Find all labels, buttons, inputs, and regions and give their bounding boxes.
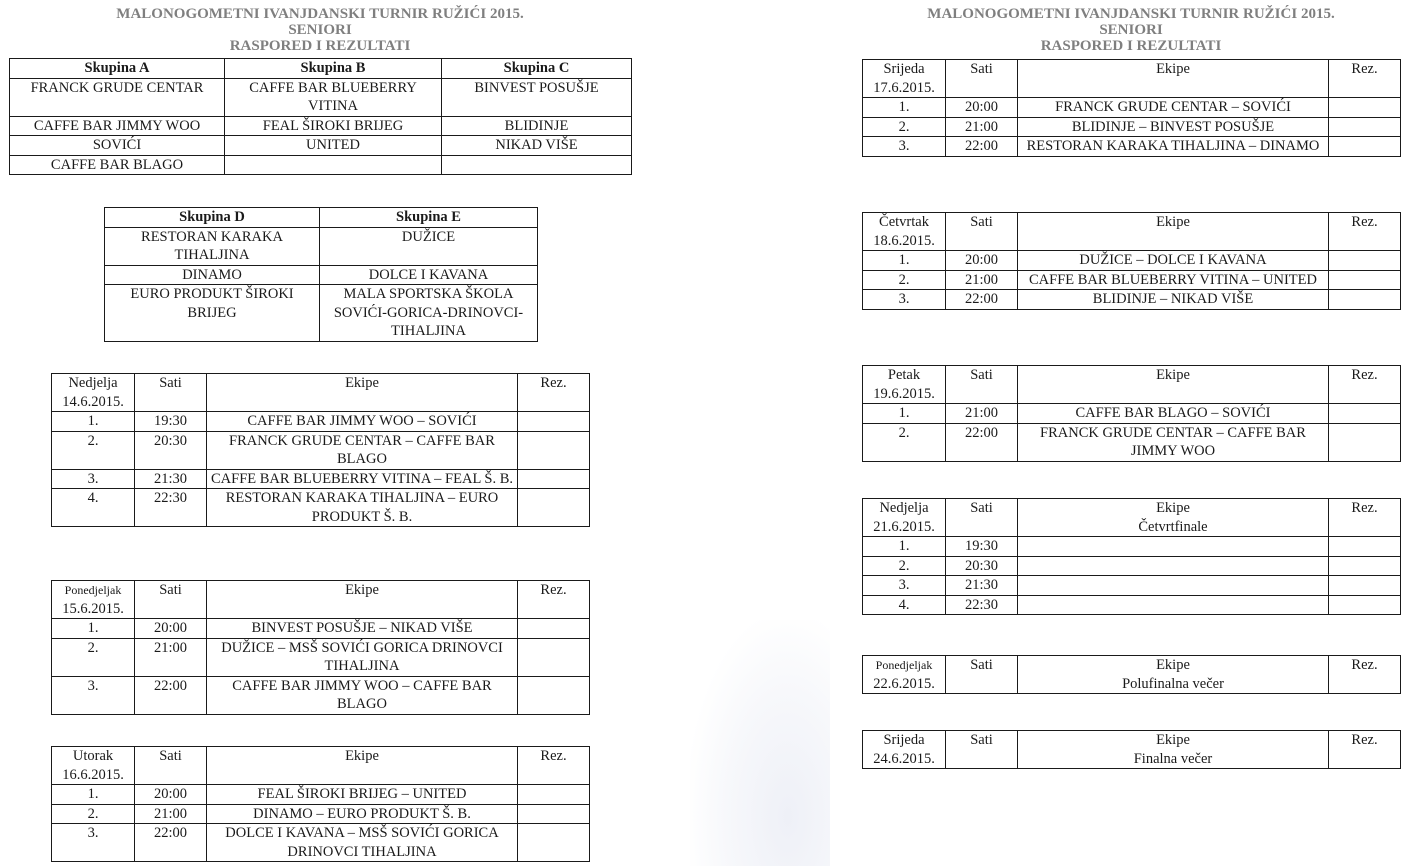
ekipe-header: Ekipe — [1156, 61, 1190, 77]
rez-header: Rez. — [1329, 213, 1401, 251]
match-row — [863, 595, 1401, 615]
match-teams: DUŽICE – DOLCE I KAVANA — [1018, 251, 1329, 271]
match-time: 22:00 — [946, 423, 1018, 461]
match-teams — [1018, 537, 1329, 557]
team-cell — [442, 155, 632, 175]
schedule-title: RASPORED I REZULTATI — [1040, 38, 1222, 54]
ekipe-header-cell — [207, 581, 518, 619]
match-result — [518, 412, 590, 432]
match-result — [518, 431, 590, 469]
match-number: 2. — [863, 423, 946, 461]
match-result — [1329, 556, 1401, 576]
match-date: 17.6.2015. — [873, 79, 935, 96]
table-row — [10, 116, 632, 136]
team-cell: FRANCK GRUDE CENTAR — [10, 78, 225, 116]
match-time: 21:30 — [135, 469, 207, 489]
sati-header: Sati — [135, 747, 207, 785]
tournament-title: MALONOGOMETNI IVANJDANSKI TURNIR RUŽIĆI 2015. — [116, 6, 524, 22]
match-row — [52, 469, 590, 489]
match-date: 15.6.2015. — [62, 600, 124, 617]
scan-shadow — [690, 620, 830, 866]
team-cell: BLIDINJE — [442, 116, 632, 136]
match-result — [1329, 290, 1401, 310]
match-date: 18.6.2015. — [873, 232, 935, 249]
match-time: 22:00 — [135, 824, 207, 862]
day-name: Ponedjeljak — [64, 583, 122, 597]
ekipe-header: Ekipe — [345, 582, 379, 598]
ekipe-header-cell — [1018, 213, 1329, 251]
match-number: 3. — [52, 469, 135, 489]
day-name: Ponedjeljak — [875, 658, 933, 672]
match-number: 2. — [52, 638, 135, 676]
match-teams: RESTORAN KARAKA TIHALJINA – DINAMO — [1018, 137, 1329, 157]
match-teams: CAFFE BAR BLUEBERRY VITINA – FEAL Š. B. — [207, 469, 518, 489]
match-teams: BLIDINJE – BINVEST POSUŠJE — [1018, 117, 1329, 137]
match-result — [518, 489, 590, 527]
match-teams — [1018, 595, 1329, 615]
sati-header: Sati — [946, 60, 1018, 98]
match-result — [518, 619, 590, 639]
match-time: 22:00 — [946, 137, 1018, 157]
day-name: Nedjelja — [879, 500, 929, 516]
team-cell: FEAL ŠIROKI BRIJEG — [225, 116, 442, 136]
match-row — [863, 556, 1401, 576]
match-result — [1329, 423, 1401, 461]
table-row — [105, 285, 538, 342]
sati-header: Sati — [135, 581, 207, 619]
rez-header: Rez. — [1329, 656, 1401, 694]
match-date: 22.6.2015. — [873, 675, 935, 692]
groups-de-table — [104, 207, 538, 342]
team-cell: CAFFE BAR BLAGO — [10, 155, 225, 175]
match-row — [863, 117, 1401, 137]
ekipe-header: Ekipe — [345, 375, 379, 391]
match-time: 21:00 — [135, 638, 207, 676]
schedule-header-row — [863, 60, 1401, 98]
rez-header: Rez. — [518, 747, 590, 785]
ekipe-header-cell — [1018, 499, 1329, 537]
team-cell: UNITED — [225, 136, 442, 156]
rez-header: Rez. — [518, 374, 590, 412]
match-result — [518, 785, 590, 805]
match-result — [1329, 595, 1401, 615]
group-b-header: Skupina B — [225, 59, 442, 79]
header-right — [862, 6, 1400, 54]
match-number: 3. — [52, 824, 135, 862]
match-teams — [1018, 556, 1329, 576]
day-date-cell — [863, 366, 946, 404]
match-time: 20:00 — [135, 619, 207, 639]
ekipe-header: Ekipe — [1156, 214, 1190, 230]
match-time: 20:00 — [946, 98, 1018, 118]
match-number: 1. — [52, 785, 135, 805]
sati-header: Sati — [946, 213, 1018, 251]
header-left — [10, 6, 630, 54]
day-date-cell — [863, 731, 946, 769]
match-number: 2. — [52, 431, 135, 469]
match-time: 22:00 — [946, 290, 1018, 310]
schedule-header-row — [863, 656, 1401, 694]
team-cell: NIKAD VIŠE — [442, 136, 632, 156]
schedule-table-cetvrtak18 — [862, 212, 1401, 310]
match-time: 22:30 — [135, 489, 207, 527]
day-name: Četvrtak — [879, 214, 929, 230]
ekipe-header-cell — [207, 374, 518, 412]
match-time: 20:00 — [946, 251, 1018, 271]
day-date-cell — [863, 499, 946, 537]
schedule-table-ponedjeljak15 — [51, 580, 590, 715]
match-teams: FRANCK GRUDE CENTAR – SOVIĆI — [1018, 98, 1329, 118]
day-date-cell — [52, 374, 135, 412]
tournament-title: MALONOGOMETNI IVANJDANSKI TURNIR RUŽIĆI 2015. — [927, 6, 1335, 22]
match-teams: BLIDINJE – NIKAD VIŠE — [1018, 290, 1329, 310]
match-row — [863, 404, 1401, 424]
schedule-title: RASPORED I REZULTATI — [229, 38, 411, 54]
ekipe-header: Ekipe — [1156, 732, 1190, 748]
match-time: 19:30 — [135, 412, 207, 432]
team-cell: MALA SPORTSKA ŠKOLA SOVIĆI-GORICA-DRINOVCI-TIHALJINA — [320, 285, 538, 342]
team-cell: CAFFE BAR BLUEBERRY VITINA — [225, 78, 442, 116]
match-row — [863, 537, 1401, 557]
groups-header-row — [105, 208, 538, 228]
match-result — [1329, 404, 1401, 424]
match-time: 21:00 — [946, 404, 1018, 424]
match-number: 1. — [52, 619, 135, 639]
group-e-header: Skupina E — [320, 208, 538, 228]
day-date-cell — [52, 747, 135, 785]
sati-header: Sati — [946, 499, 1018, 537]
match-row — [52, 412, 590, 432]
match-teams: CAFFE BAR JIMMY WOO – CAFFE BAR BLAGO — [207, 676, 518, 714]
match-time: 20:30 — [946, 556, 1018, 576]
team-cell: DOLCE I KAVANA — [320, 265, 538, 285]
ekipe-header-cell — [1018, 60, 1329, 98]
match-result — [518, 804, 590, 824]
match-row — [52, 431, 590, 469]
match-number: 2. — [863, 556, 946, 576]
schedule-header-row — [863, 499, 1401, 537]
match-time: 21:00 — [946, 270, 1018, 290]
match-row — [52, 676, 590, 714]
team-cell: CAFFE BAR JIMMY WOO — [10, 116, 225, 136]
table-row — [105, 227, 538, 265]
match-time: 21:00 — [135, 804, 207, 824]
match-time: 22:00 — [135, 676, 207, 714]
sati-header: Sati — [946, 731, 1018, 769]
match-row — [863, 270, 1401, 290]
schedule-header-row — [52, 581, 590, 619]
day-name: Utorak — [72, 748, 114, 764]
match-number: 1. — [52, 412, 135, 432]
schedule-header-row — [52, 374, 590, 412]
round-subtitle: Polufinalna večer — [1122, 675, 1224, 692]
sati-header: Sati — [946, 656, 1018, 694]
ekipe-header: Ekipe — [1156, 657, 1190, 673]
ekipe-header-cell — [207, 747, 518, 785]
match-number: 3. — [52, 676, 135, 714]
match-row — [863, 251, 1401, 271]
match-time: 20:00 — [135, 785, 207, 805]
match-result — [1329, 137, 1401, 157]
match-teams: CAFFE BAR BLAGO – SOVIĆI — [1018, 404, 1329, 424]
match-number: 3. — [863, 576, 946, 596]
rez-header: Rez. — [1329, 60, 1401, 98]
match-date: 24.6.2015. — [873, 750, 935, 767]
match-result — [1329, 537, 1401, 557]
match-date: 14.6.2015. — [62, 393, 124, 410]
match-number: 2. — [863, 270, 946, 290]
team-cell: EURO PRODUKT ŠIROKI BRIJEG — [105, 285, 320, 342]
match-result — [1329, 251, 1401, 271]
match-teams: DUŽICE – MSŠ SOVIĆI GORICA DRINOVCI TIHALJINA — [207, 638, 518, 676]
rez-header: Rez. — [1329, 366, 1401, 404]
schedule-table-nedjelja14 — [51, 373, 590, 527]
round-subtitle: Finalna večer — [1133, 750, 1213, 767]
match-number: 1. — [863, 537, 946, 557]
team-cell: SOVIĆI — [10, 136, 225, 156]
match-number: 3. — [863, 290, 946, 310]
match-teams: FRANCK GRUDE CENTAR – CAFFE BAR JIMMY WOO — [1018, 423, 1329, 461]
match-row — [863, 423, 1401, 461]
match-result — [1329, 117, 1401, 137]
match-teams: CAFFE BAR BLUEBERRY VITINA – UNITED — [1018, 270, 1329, 290]
schedule-table-srijeda24 — [862, 730, 1401, 769]
ekipe-header: Ekipe — [345, 748, 379, 764]
match-date: 16.6.2015. — [62, 766, 124, 783]
match-time: 20:30 — [135, 431, 207, 469]
match-number: 1. — [863, 251, 946, 271]
match-result — [1329, 98, 1401, 118]
match-row — [52, 824, 590, 862]
ekipe-header-cell — [1018, 366, 1329, 404]
category-title: SENIORI — [288, 22, 352, 38]
match-row — [52, 489, 590, 527]
match-row — [863, 98, 1401, 118]
match-result — [1329, 576, 1401, 596]
table-row — [10, 136, 632, 156]
sati-header: Sati — [135, 374, 207, 412]
rez-header: Rez. — [518, 581, 590, 619]
match-number: 2. — [863, 117, 946, 137]
match-teams: RESTORAN KARAKA TIHALJINA – EURO PRODUKT Š. B. — [207, 489, 518, 527]
match-teams: CAFFE BAR JIMMY WOO – SOVIĆI — [207, 412, 518, 432]
match-teams: DINAMO – EURO PRODUKT Š. B. — [207, 804, 518, 824]
ekipe-header-cell — [1018, 731, 1329, 769]
table-row — [105, 265, 538, 285]
team-cell — [225, 155, 442, 175]
category-title: SENIORI — [1099, 22, 1163, 38]
day-date-cell — [863, 656, 946, 694]
match-row — [52, 785, 590, 805]
team-cell: RESTORAN KARAKA TIHALJINA — [105, 227, 320, 265]
match-result — [518, 676, 590, 714]
match-number: 2. — [52, 804, 135, 824]
match-teams: FRANCK GRUDE CENTAR – CAFFE BAR BLAGO — [207, 431, 518, 469]
table-row — [10, 78, 632, 116]
group-d-header: Skupina D — [105, 208, 320, 228]
day-name: Srijeda — [883, 732, 925, 748]
rez-header: Rez. — [1329, 731, 1401, 769]
match-number: 1. — [863, 404, 946, 424]
schedule-header-row — [863, 366, 1401, 404]
schedule-table-petak19 — [862, 365, 1401, 462]
ekipe-header: Ekipe — [1156, 367, 1190, 383]
sati-header: Sati — [946, 366, 1018, 404]
groups-header-row — [10, 59, 632, 79]
match-number: 4. — [52, 489, 135, 527]
day-date-cell — [52, 581, 135, 619]
match-date: 21.6.2015. — [873, 518, 935, 535]
schedule-table-utorak16 — [51, 746, 590, 862]
match-result — [1329, 270, 1401, 290]
match-number: 4. — [863, 595, 946, 615]
schedule-table-srijeda17 — [862, 59, 1401, 157]
schedule-header-row — [52, 747, 590, 785]
match-result — [518, 469, 590, 489]
schedule-header-row — [863, 213, 1401, 251]
match-row — [863, 137, 1401, 157]
match-time: 21:30 — [946, 576, 1018, 596]
match-row — [52, 619, 590, 639]
match-number: 1. — [863, 98, 946, 118]
day-name: Srijeda — [883, 61, 925, 77]
match-time: 22:30 — [946, 595, 1018, 615]
match-teams: DOLCE I KAVANA – MSŠ SOVIĆI GORICA DRINOVCI TIHALJINA — [207, 824, 518, 862]
team-cell: BINVEST POSUŠJE — [442, 78, 632, 116]
match-row — [863, 290, 1401, 310]
match-row — [52, 638, 590, 676]
groups-abc-table — [9, 58, 632, 175]
table-row — [10, 155, 632, 175]
team-cell: DUŽICE — [320, 227, 538, 265]
match-teams: FEAL ŠIROKI BRIJEG – UNITED — [207, 785, 518, 805]
match-number: 3. — [863, 137, 946, 157]
day-date-cell — [863, 213, 946, 251]
team-cell: DINAMO — [105, 265, 320, 285]
group-a-header: Skupina A — [10, 59, 225, 79]
day-name: Nedjelja — [68, 375, 118, 391]
match-result — [518, 824, 590, 862]
day-name: Petak — [887, 367, 921, 383]
match-date: 19.6.2015. — [873, 385, 935, 402]
group-c-header: Skupina C — [442, 59, 632, 79]
schedule-table-ponedjeljak22 — [862, 655, 1401, 694]
ekipe-header: Ekipe — [1156, 500, 1190, 516]
round-subtitle: Četvrtfinale — [1138, 518, 1208, 535]
ekipe-header-cell — [1018, 656, 1329, 694]
schedule-header-row — [863, 731, 1401, 769]
schedule-table-nedjelja21 — [862, 498, 1401, 615]
rez-header: Rez. — [1329, 499, 1401, 537]
match-time: 19:30 — [946, 537, 1018, 557]
day-date-cell — [863, 60, 946, 98]
match-time: 21:00 — [946, 117, 1018, 137]
match-row — [52, 804, 590, 824]
match-teams: BINVEST POSUŠJE – NIKAD VIŠE — [207, 619, 518, 639]
match-teams — [1018, 576, 1329, 596]
match-result — [518, 638, 590, 676]
match-row — [863, 576, 1401, 596]
